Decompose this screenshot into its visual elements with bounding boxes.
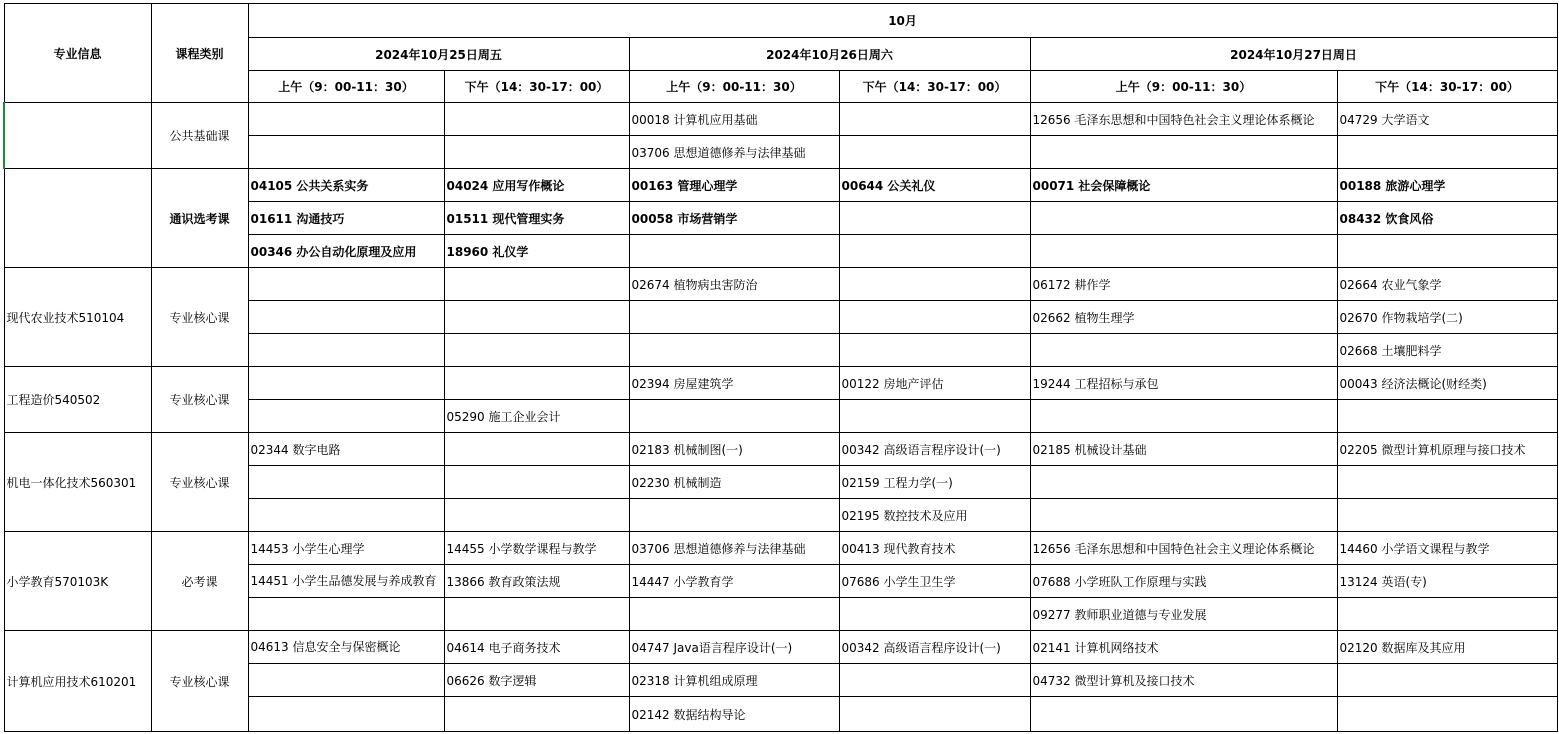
course-cell: 04613 信息安全与保密概论 <box>248 631 444 664</box>
course-cell <box>248 697 444 732</box>
course-cell <box>1030 235 1337 268</box>
course-cell: 02141 计算机网络技术 <box>1030 631 1337 664</box>
header-day-2: 2024年10月26日周六 <box>629 38 1030 71</box>
course-cell: 02142 数据结构导论 <box>629 697 839 732</box>
course-cell: 04105 公共关系实务 <box>248 169 444 202</box>
header-am: 上午（9：00-11：30） <box>629 71 839 103</box>
course-cell <box>1030 466 1337 499</box>
course-cell: 00058 市场营销学 <box>629 202 839 235</box>
major-cell: 计算机应用技术610201 <box>4 631 151 732</box>
course-cell <box>839 598 1030 631</box>
course-cell: 00163 管理心理学 <box>629 169 839 202</box>
course-cell: 14453 小学生心理学 <box>248 532 444 565</box>
course-cell <box>629 400 839 433</box>
category-cell: 通识选考课 <box>151 169 248 268</box>
header-pm: 下午（14：30-17：00） <box>444 71 629 103</box>
course-cell: 00043 经济法概论(财经类) <box>1337 367 1557 400</box>
course-cell: 02394 房屋建筑学 <box>629 367 839 400</box>
course-cell <box>839 103 1030 136</box>
major-cell <box>4 103 151 169</box>
course-cell <box>839 202 1030 235</box>
major-cell: 小学教育570103K <box>4 532 151 631</box>
table-row <box>4 268 1557 301</box>
course-cell <box>1337 664 1557 697</box>
table-row <box>4 169 1557 202</box>
course-cell: 12656 毛泽东思想和中国特色社会主义理论体系概论 <box>1030 103 1337 136</box>
course-cell: 14447 小学教育学 <box>629 565 839 598</box>
course-cell <box>1337 235 1557 268</box>
course-cell <box>1337 697 1557 732</box>
header-am: 上午（9：00-11：30） <box>248 71 444 103</box>
course-cell: 02195 数控技术及应用 <box>839 499 1030 532</box>
course-cell <box>839 235 1030 268</box>
course-cell <box>248 598 444 631</box>
course-cell: 07688 小学班队工作原理与实践 <box>1030 565 1337 598</box>
course-cell: 00413 现代教育技术 <box>839 532 1030 565</box>
course-cell <box>444 136 629 169</box>
header-category: 课程类别 <box>151 4 248 103</box>
course-cell <box>444 334 629 367</box>
course-cell <box>1030 499 1337 532</box>
course-cell <box>1337 400 1557 433</box>
course-cell <box>444 301 629 334</box>
category-cell: 专业核心课 <box>151 433 248 532</box>
course-cell <box>248 466 444 499</box>
course-cell <box>629 334 839 367</box>
course-cell <box>839 268 1030 301</box>
course-cell: 00342 高级语言程序设计(一) <box>839 631 1030 664</box>
course-cell <box>1337 499 1557 532</box>
course-cell <box>1030 697 1337 732</box>
course-cell: 03706 思想道德修养与法律基础 <box>629 136 839 169</box>
course-cell: 04614 电子商务技术 <box>444 631 629 664</box>
course-cell <box>248 664 444 697</box>
course-cell: 04024 应用写作概论 <box>444 169 629 202</box>
course-cell: 01611 沟通技巧 <box>248 202 444 235</box>
course-cell <box>248 400 444 433</box>
course-cell <box>444 598 629 631</box>
course-cell: 02230 机械制造 <box>629 466 839 499</box>
course-cell: 02662 植物生理学 <box>1030 301 1337 334</box>
course-cell <box>839 400 1030 433</box>
major-cell <box>4 169 151 268</box>
course-cell <box>444 499 629 532</box>
category-cell: 必考课 <box>151 532 248 631</box>
major-cell: 机电一体化技术560301 <box>4 433 151 532</box>
course-cell: 02159 工程力学(一) <box>839 466 1030 499</box>
course-cell: 01511 现代管理实务 <box>444 202 629 235</box>
course-cell <box>248 103 444 136</box>
course-cell <box>248 301 444 334</box>
header-pm: 下午（14：30-17：00） <box>839 71 1030 103</box>
table-row <box>4 367 1557 400</box>
course-cell <box>839 697 1030 732</box>
course-cell: 02183 机械制图(一) <box>629 433 839 466</box>
course-cell <box>1030 334 1337 367</box>
course-cell: 13866 教育政策法规 <box>444 565 629 598</box>
major-cell: 现代农业技术510104 <box>4 268 151 367</box>
course-cell: 07686 小学生卫生学 <box>839 565 1030 598</box>
course-cell <box>444 466 629 499</box>
course-cell: 14455 小学数学课程与教学 <box>444 532 629 565</box>
course-cell <box>1337 598 1557 631</box>
course-cell: 18960 礼仪学 <box>444 235 629 268</box>
course-cell <box>248 268 444 301</box>
table-row <box>4 433 1557 466</box>
course-cell <box>444 433 629 466</box>
course-cell: 00018 计算机应用基础 <box>629 103 839 136</box>
course-cell: 04747 Java语言程序设计(一) <box>629 631 839 664</box>
course-cell: 02344 数字电路 <box>248 433 444 466</box>
course-cell <box>248 334 444 367</box>
course-cell <box>1030 136 1337 169</box>
course-cell: 00122 房地产评估 <box>839 367 1030 400</box>
course-cell <box>1337 136 1557 169</box>
course-cell <box>248 136 444 169</box>
course-cell <box>1030 202 1337 235</box>
course-cell: 06626 数字逻辑 <box>444 664 629 697</box>
table-row <box>4 103 1557 136</box>
course-cell <box>839 334 1030 367</box>
course-cell: 00644 公关礼仪 <box>839 169 1030 202</box>
course-cell: 00342 高级语言程序设计(一) <box>839 433 1030 466</box>
course-cell <box>248 367 444 400</box>
course-cell <box>839 301 1030 334</box>
course-cell: 00188 旅游心理学 <box>1337 169 1557 202</box>
table-row <box>4 631 1557 664</box>
course-cell <box>1337 466 1557 499</box>
course-cell: 02674 植物病虫害防治 <box>629 268 839 301</box>
course-cell: 12656 毛泽东思想和中国特色社会主义理论体系概论 <box>1030 532 1337 565</box>
header-am: 上午（9：00-11：30） <box>1030 71 1337 103</box>
schedule-body <box>4 103 1557 732</box>
course-cell <box>839 136 1030 169</box>
course-cell: 06172 耕作学 <box>1030 268 1337 301</box>
header-major: 专业信息 <box>4 4 151 103</box>
header-month: 10月 <box>248 4 1557 38</box>
course-cell <box>444 367 629 400</box>
course-cell <box>629 598 839 631</box>
course-cell: 14451 小学生品德发展与养成教育 <box>248 565 444 598</box>
course-cell <box>444 697 629 732</box>
course-cell: 19244 工程招标与承包 <box>1030 367 1337 400</box>
course-cell: 02664 农业气象学 <box>1337 268 1557 301</box>
course-cell: 13124 英语(专) <box>1337 565 1557 598</box>
course-cell: 02120 数据库及其应用 <box>1337 631 1557 664</box>
header-day-3: 2024年10月27日周日 <box>1030 38 1557 71</box>
course-cell <box>444 103 629 136</box>
course-cell <box>1030 400 1337 433</box>
table-row <box>4 532 1557 565</box>
course-cell: 00346 办公自动化原理及应用 <box>248 235 444 268</box>
course-cell: 02185 机械设计基础 <box>1030 433 1337 466</box>
category-cell: 公共基础课 <box>151 103 248 169</box>
course-cell: 00071 社会保障概论 <box>1030 169 1337 202</box>
course-cell <box>444 268 629 301</box>
course-cell: 05290 施工企业会计 <box>444 400 629 433</box>
course-cell: 02668 土壤肥料学 <box>1337 334 1557 367</box>
course-cell: 02670 作物栽培学(二) <box>1337 301 1557 334</box>
course-cell: 14460 小学语文课程与教学 <box>1337 532 1557 565</box>
course-cell: 04729 大学语文 <box>1337 103 1557 136</box>
course-cell: 03706 思想道德修养与法律基础 <box>629 532 839 565</box>
category-cell: 专业核心课 <box>151 367 248 433</box>
course-cell <box>839 664 1030 697</box>
course-cell: 09277 教师职业道德与专业发展 <box>1030 598 1337 631</box>
course-cell <box>629 499 839 532</box>
course-cell <box>629 301 839 334</box>
course-cell: 04732 微型计算机及接口技术 <box>1030 664 1337 697</box>
course-cell <box>629 235 839 268</box>
category-cell: 专业核心课 <box>151 631 248 732</box>
header-pm: 下午（14：30-17：00） <box>1337 71 1557 103</box>
course-cell: 02318 计算机组成原理 <box>629 664 839 697</box>
category-cell: 专业核心课 <box>151 268 248 367</box>
major-cell: 工程造价540502 <box>4 367 151 433</box>
exam-schedule-table <box>3 3 1558 732</box>
course-cell <box>248 499 444 532</box>
header-day-1: 2024年10月25日周五 <box>248 38 629 71</box>
course-cell: 02205 微型计算机原理与接口技术 <box>1337 433 1557 466</box>
course-cell: 08432 饮食风俗 <box>1337 202 1557 235</box>
